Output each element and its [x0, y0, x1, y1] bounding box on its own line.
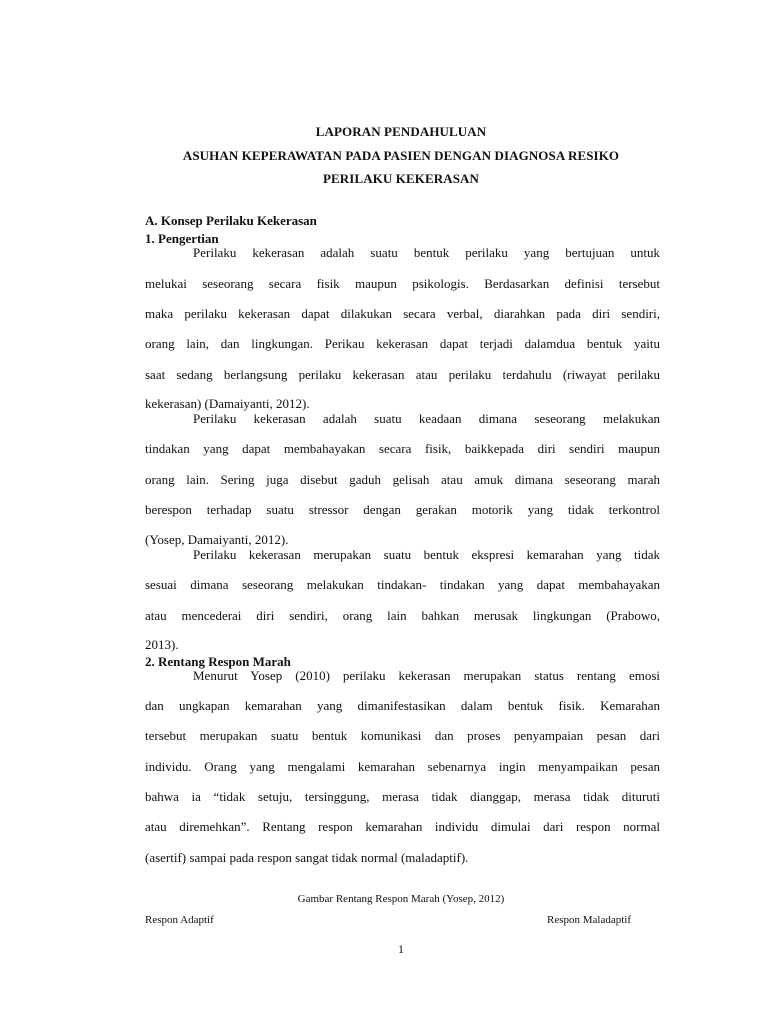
respon-maladaptif-label: Respon Maladaptif [547, 914, 632, 926]
paragraph-4-line: (asertif) sampai pada respon sangat tidak normal (maladaptif). [145, 850, 469, 865]
paragraph-1-line: orang lain, dan lingkungan. Perikau kekerasan dapat terjadi dalamdua bentuk yaitu [145, 336, 660, 351]
paragraph-4-line: individu. Orang yang mengalami kemarahan sebenarnya ingin menyampaikan pesan [145, 759, 660, 774]
document-title-line-1: LAPORAN PENDAHULUAN [315, 124, 487, 139]
paragraph-2-line: tindakan yang dapat membahayakan secara fisik, baikkepada diri sendiri maupun [145, 441, 660, 456]
figure-caption: Gambar Rentang Respon Marah (Yosep, 2012) [297, 893, 505, 905]
paragraph-1-line: saat sedang berlangsung perilaku kekerasan atau perilaku terdahulu (riwayat perilaku [145, 367, 660, 382]
section-heading-a: A. Konsep Perilaku Kekerasan [145, 213, 317, 228]
paragraph-4-line: bahwa ia “tidak setuju, tersinggung, merasa tidak dianggap, merasa tidak dituruti [145, 789, 660, 804]
respon-adaptif-label: Respon Adaptif [145, 914, 214, 926]
paragraph-3-line: Perilaku kekerasan merupakan suatu bentuk ekspresi kemarahan yang tidak [193, 547, 660, 562]
page-number: 1 [398, 942, 404, 956]
paragraph-4-line: dan ungkapan kemarahan yang dimanifestasikan dalam bentuk fisik. Kemarahan [145, 698, 660, 713]
paragraph-1-line: Perilaku kekerasan adalah suatu bentuk perilaku yang bertujuan untuk [193, 245, 660, 260]
subsection-heading-2: 2. Rentang Respon Marah [145, 654, 291, 669]
paragraph-3-line: atau mencederai diri sendiri, orang lain bahkan merusak lingkungan (Prabowo, [145, 608, 660, 623]
paragraph-2-line: orang lain. Sering juga disebut gaduh gelisah atau amuk dimana seseorang marah [145, 472, 660, 487]
paragraph-4-line: tersebut merupakan suatu bentuk komunikasi dan proses penyampaian pesan dari [145, 728, 660, 743]
paragraph-3-line: sesuai dimana seseorang melakukan tindakan- tindakan yang dapat membahayakan [145, 577, 660, 592]
paragraph-2-line: berespon terhadap suatu stressor dengan gerakan motorik yang tidak terkontrol [145, 502, 660, 517]
paragraph-1-line: kekerasan) (Damaiyanti, 2012). [145, 396, 310, 411]
paragraph-3-line: 2013). [145, 637, 179, 652]
document-title-line-3: PERILAKU KEKERASAN [322, 171, 480, 186]
paragraph-2-line: (Yosep, Damaiyanti, 2012). [145, 532, 289, 547]
paragraph-2-line: Perilaku kekerasan adalah suatu keadaan dimana seseorang melakukan [193, 411, 660, 426]
subsection-heading-1: 1. Pengertian [145, 231, 219, 246]
paragraph-1-line: maka perilaku kekerasan dapat dilakukan secara verbal, diarahkan pada diri sendiri, [145, 306, 660, 321]
paragraph-4-line: Menurut Yosep (2010) perilaku kekerasan merupakan status rentang emosi [193, 668, 660, 683]
document-title-line-2: ASUHAN KEPERAWATAN PADA PASIEN DENGAN DIAGNOSA RESIKO [182, 148, 620, 163]
paragraph-1-line: melukai seseorang secara fisik maupun psikologis. Berdasarkan definisi tersebut [145, 276, 660, 291]
paragraph-4-line: atau diremehkan”. Rentang respon kemarahan individu dimulai dari respon normal [145, 819, 660, 834]
